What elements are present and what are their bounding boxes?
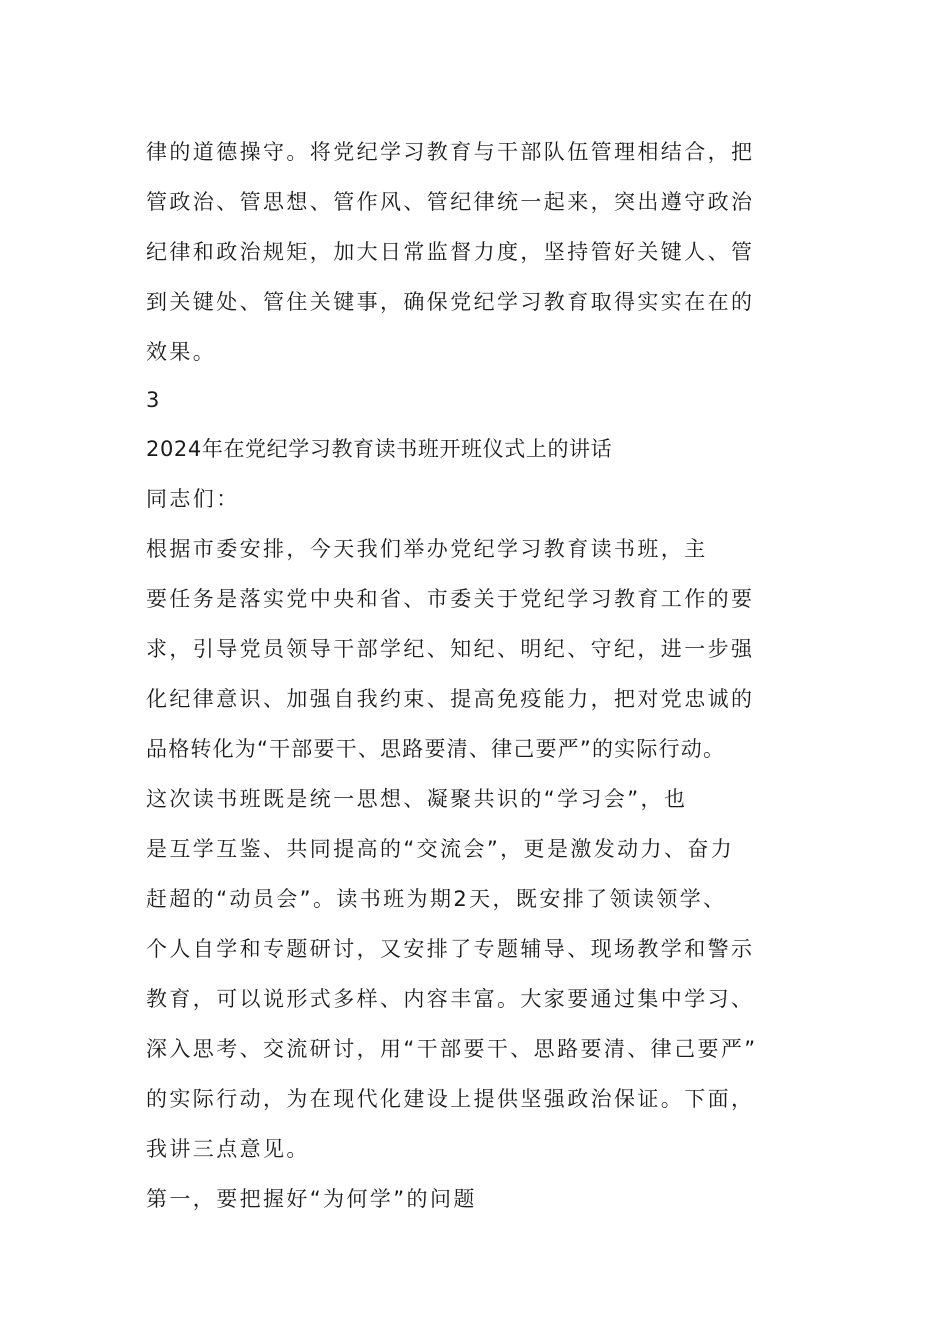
text-line: 品格转化为“干部要干、思路要清、律己要严”的实际行动。 <box>146 737 726 761</box>
text-line: 深入思考、交流研讨，用“干部要干、思路要清、律己要严” <box>146 1037 758 1061</box>
text-line: 赶超的“动员会”。读书班为期2天，既安排了领读领学、 <box>146 887 727 911</box>
text-line: 根据市委安排，今天我们举办党纪学习教育读书班，主 <box>146 537 708 561</box>
text-line: 化纪律意识、加强自我约束、提高免疫能力，把对党忠诚的 <box>146 687 755 711</box>
text-line: 要任务是落实党中央和省、市委关于党纪学习教育工作的要 <box>146 587 755 611</box>
text-line: 效果。 <box>146 340 217 364</box>
text-line: 管政治、管思想、管作风、管纪律统一起来，突出遵守政治 <box>146 190 755 214</box>
salutation: 同志们： <box>146 487 240 511</box>
text-line: 求，引导党员领导干部学纪、知纪、明纪、守纪，进一步强 <box>146 637 755 661</box>
speech-title: 2024年在党纪学习教育读书班开班仪式上的讲话 <box>146 437 613 461</box>
text-line: 个人自学和专题研讨，又安排了专题辅导、现场教学和警示 <box>146 937 755 961</box>
text-line: 我讲三点意见。 <box>146 1137 310 1161</box>
section-heading: 第一，要把握好“为何学”的问题 <box>146 1187 477 1211</box>
text-line: 的实际行动，为在现代化建设上提供坚强政治保证。下面， <box>146 1087 755 1111</box>
text-line: 是互学互鉴、共同提高的“交流会”，更是激发动力、奋力 <box>146 837 735 861</box>
text-line: 到关键处、管住关键事，确保党纪学习教育取得实实在在的 <box>146 290 755 314</box>
text-line: 律的道德操守。将党纪学习教育与干部队伍管理相结合，把 <box>146 140 755 164</box>
text-line: 纪律和政治规矩，加大日常监督力度，坚持管好关键人、管 <box>146 240 755 264</box>
text-line: 教育，可以说形式多样、内容丰富。大家要通过集中学习、 <box>146 987 755 1011</box>
section-number: 3 <box>146 388 160 412</box>
text-line: 这次读书班既是统一思想、凝聚共识的“学习会”，也 <box>146 787 688 811</box>
